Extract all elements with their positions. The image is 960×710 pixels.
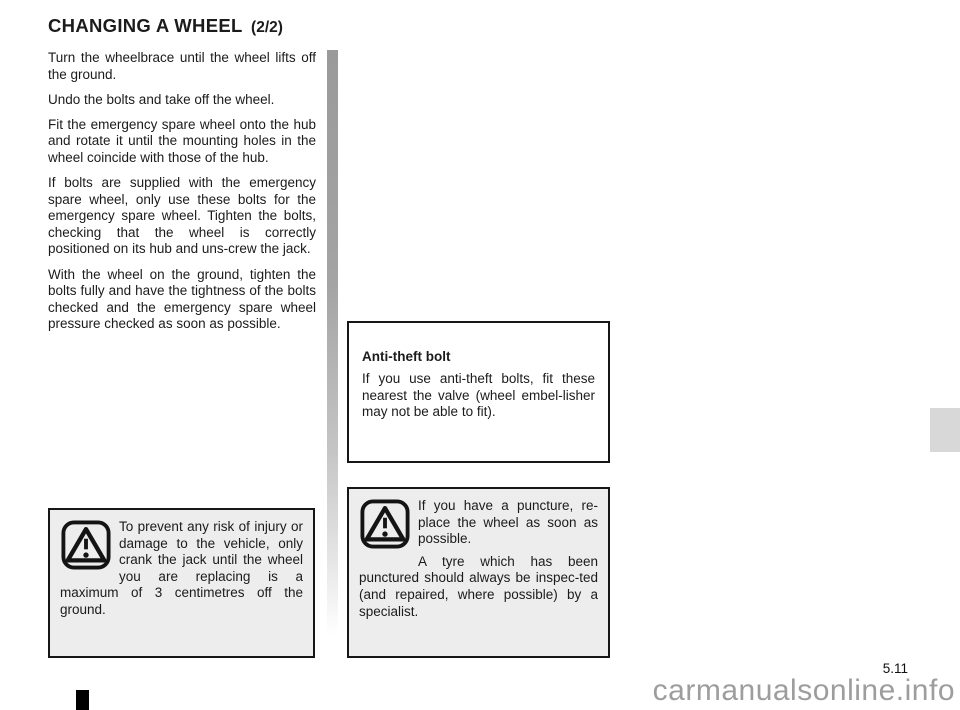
jack-warning-text: To prevent any risk of injury or damage to the vehicle, only crank the jack until the wheel you are replacing is a maximum of 3 centimetres off the ground. [60, 519, 303, 617]
page-title-text: CHANGING A WHEEL [48, 15, 243, 36]
page-title [48, 15, 283, 37]
body-paragraph: If bolts are supplied with the emergency spare wheel, only use these bolts for the emergency spare wheel. Tighten the bolts, checking that the wheel is correctly positioned on its hub and uns-crew the jack. [48, 175, 316, 257]
watermark-text: carmanualsonline.info [652, 674, 955, 707]
body-paragraph: Turn the wheelbrace until the wheel lifts off the ground. [48, 50, 316, 82]
jack-warning-box [48, 508, 315, 658]
body-paragraph: Undo the bolts and take off the wheel. [48, 91, 275, 107]
body-text-column [48, 50, 316, 341]
page-title-part: (2/2) [251, 19, 283, 36]
print-registration-mark [76, 690, 89, 710]
anti-theft-bolt-box [347, 321, 610, 463]
section-tab-marker [930, 408, 960, 452]
anti-theft-bolt-heading: Anti-theft bolt [362, 349, 451, 364]
page-number: 5.11 [882, 661, 908, 676]
anti-theft-bolt-text: If you use anti-theft bolts, fit these nearest the valve (wheel embel-lisher may not be able to fit). [362, 371, 595, 420]
warning-triangle-icon [61, 520, 111, 570]
warning-triangle-icon [360, 499, 410, 549]
puncture-warning-box [347, 487, 610, 658]
column-divider [327, 50, 338, 635]
body-paragraph: With the wheel on the ground, tighten the bolts fully and have the tightness of the bolts checked and the emergency spare wheel pressure checked as soon as possible. [48, 266, 316, 332]
body-paragraph: Fit the emergency spare wheel onto the hub and rotate it until the mounting holes in the wheel coincide with those of the hub. [48, 116, 316, 165]
puncture-warning-text-1: If you have a puncture, re-place the wheel as soon as possible. [418, 498, 598, 547]
puncture-warning-text-2: A tyre which has been punctured should always be inspec-ted (and repaired, where possible) by a specialist. [359, 553, 598, 619]
